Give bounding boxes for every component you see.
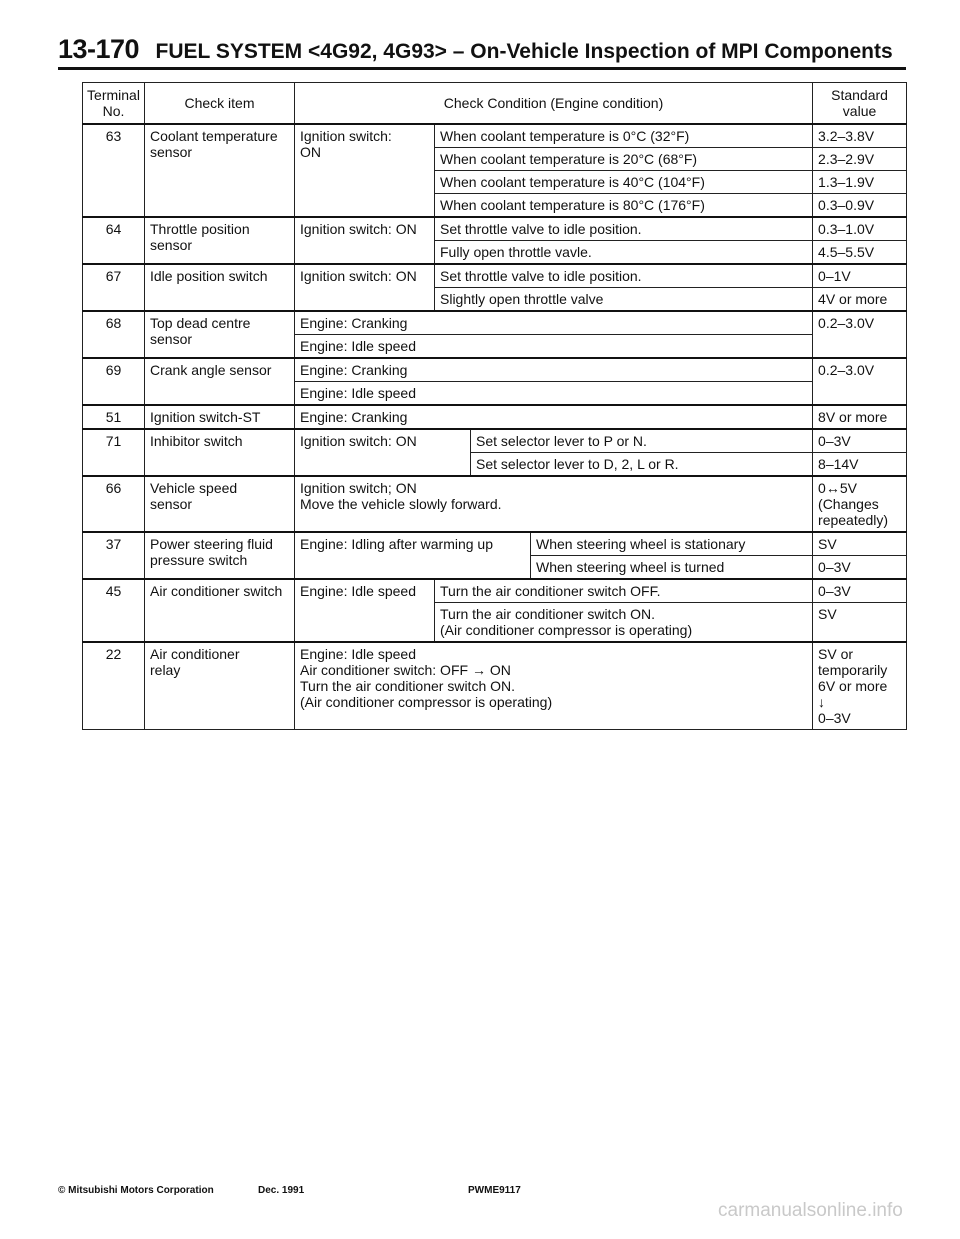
condition-cell: Engine: Idle speed (295, 335, 813, 359)
standard-value-cell: 0–3V (813, 429, 907, 453)
condition-cell: Set selector lever to P or N. (471, 429, 813, 453)
condition-cell: Engine: Cranking (295, 405, 813, 429)
standard-value-cell: 4V or more (813, 288, 907, 312)
condition-cell: When coolant temperature is 40°C (104°F) (435, 171, 813, 194)
table-row (83, 476, 907, 532)
condition-cell: Engine: Idling after warming up (295, 532, 531, 579)
standard-value-cell: 4.5–5.5V (813, 241, 907, 265)
col-terminal: Terminal No. (83, 83, 145, 125)
watermark: carmanualsonline.info (718, 1200, 903, 1221)
page-header (58, 34, 893, 65)
condition-cell: Ignition switch: ON (295, 217, 435, 264)
condition-cell: When steering wheel is stationary (531, 532, 813, 556)
standard-value-cell: SV or temporarily 6V or more ↓ 0–3V (813, 642, 907, 730)
standard-value-cell: 0–3V (813, 579, 907, 603)
terminal-cell: 22 (83, 642, 145, 730)
terminal-cell: 37 (83, 532, 145, 579)
table-header (83, 83, 907, 125)
standard-value-cell: SV (813, 532, 907, 556)
header-rule (58, 67, 906, 70)
check-item-cell: Power steering fluid pressure switch (145, 532, 295, 579)
condition-cell: When coolant temperature is 0°C (32°F) (435, 124, 813, 148)
condition-cell: Slightly open throttle valve (435, 288, 813, 312)
table-row (83, 311, 907, 335)
check-item-cell: Inhibitor switch (145, 429, 295, 476)
condition-cell: Ignition switch: ON (295, 264, 435, 311)
standard-value-cell: 0.2–3.0V (813, 358, 907, 405)
inspection-table (82, 82, 907, 730)
condition-cell: Engine: Idle speed (295, 382, 813, 406)
standard-value-cell: 0.3–1.0V (813, 217, 907, 241)
col-standard: Standard value (813, 83, 907, 125)
terminal-cell: 66 (83, 476, 145, 532)
table-row (83, 642, 907, 730)
condition-cell: When coolant temperature is 20°C (68°F) (435, 148, 813, 171)
check-item-cell: Crank angle sensor (145, 358, 295, 405)
condition-cell: Ignition switch: ON (295, 124, 435, 217)
standard-value-cell: 8V or more (813, 405, 907, 429)
condition-cell: Ignition switch: ON (295, 429, 471, 476)
terminal-cell: 68 (83, 311, 145, 358)
check-item-cell: Vehicle speed sensor (145, 476, 295, 532)
check-item-cell: Idle position switch (145, 264, 295, 311)
standard-value-cell: 8–14V (813, 453, 907, 477)
condition-cell: Engine: Idle speed Air conditioner switch: OFF → ON Turn the air conditioner switch ON. (Air conditioner compressor is operating) (295, 642, 813, 730)
condition-cell: Set throttle valve to idle position. (435, 264, 813, 288)
standard-value-cell: 0–1V (813, 264, 907, 288)
terminal-cell: 71 (83, 429, 145, 476)
standard-value-cell: 0–3V (813, 556, 907, 580)
check-item-cell: Top dead centre sensor (145, 311, 295, 358)
footer-copyright: © Mitsubishi Motors Corporation (58, 1185, 214, 1196)
table-row (83, 429, 907, 453)
standard-value-cell: 2.3–2.9V (813, 148, 907, 171)
check-item-cell: Throttle position sensor (145, 217, 295, 264)
condition-cell: When coolant temperature is 80°C (176°F) (435, 194, 813, 218)
footer-date: Dec. 1991 (258, 1185, 305, 1196)
standard-value-cell: 0.2–3.0V (813, 311, 907, 358)
check-item-cell: Air conditioner relay (145, 642, 295, 730)
standard-value-cell: 3.2–3.8V (813, 124, 907, 148)
check-item-cell: Coolant temperature sensor (145, 124, 295, 217)
table-row (83, 579, 907, 603)
table-row (83, 264, 907, 288)
condition-cell: Fully open throttle vavle. (435, 241, 813, 265)
condition-cell: When steering wheel is turned (531, 556, 813, 580)
table-row (83, 405, 907, 429)
table-row (83, 217, 907, 241)
standard-value-cell: SV (813, 603, 907, 643)
table-row (83, 532, 907, 556)
terminal-cell: 69 (83, 358, 145, 405)
terminal-cell: 51 (83, 405, 145, 429)
condition-cell: Set throttle valve to idle position. (435, 217, 813, 241)
check-item-cell: Ignition switch-ST (145, 405, 295, 429)
check-item-cell: Air conditioner switch (145, 579, 295, 642)
standard-value-cell: 0.3–0.9V (813, 194, 907, 218)
terminal-cell: 67 (83, 264, 145, 311)
condition-cell: Engine: Cranking (295, 358, 813, 382)
condition-cell: Ignition switch; ON Move the vehicle slowly forward. (295, 476, 813, 532)
condition-cell: Set selector lever to D, 2, L or R. (471, 453, 813, 477)
standard-value-cell: 0↔5V (Changes repeatedly) (813, 476, 907, 532)
page-number: 13-170 (58, 34, 140, 64)
table-row (83, 358, 907, 382)
terminal-cell: 63 (83, 124, 145, 217)
condition-cell: Engine: Idle speed (295, 579, 435, 642)
col-condition: Check Condition (Engine condition) (295, 83, 813, 125)
terminal-cell: 64 (83, 217, 145, 264)
footer-code: PWME9117 (468, 1185, 521, 1196)
condition-cell: Engine: Cranking (295, 311, 813, 335)
condition-cell: Turn the air conditioner switch ON. (Air conditioner compressor is operating) (435, 603, 813, 643)
terminal-cell: 45 (83, 579, 145, 642)
col-check-item: Check item (145, 83, 295, 125)
standard-value-cell: 1.3–1.9V (813, 171, 907, 194)
table-row (83, 124, 907, 148)
condition-cell: Turn the air conditioner switch OFF. (435, 579, 813, 603)
page-title: FUEL SYSTEM <4G92, 4G93> – On-Vehicle Inspection of MPI Components (155, 40, 893, 63)
